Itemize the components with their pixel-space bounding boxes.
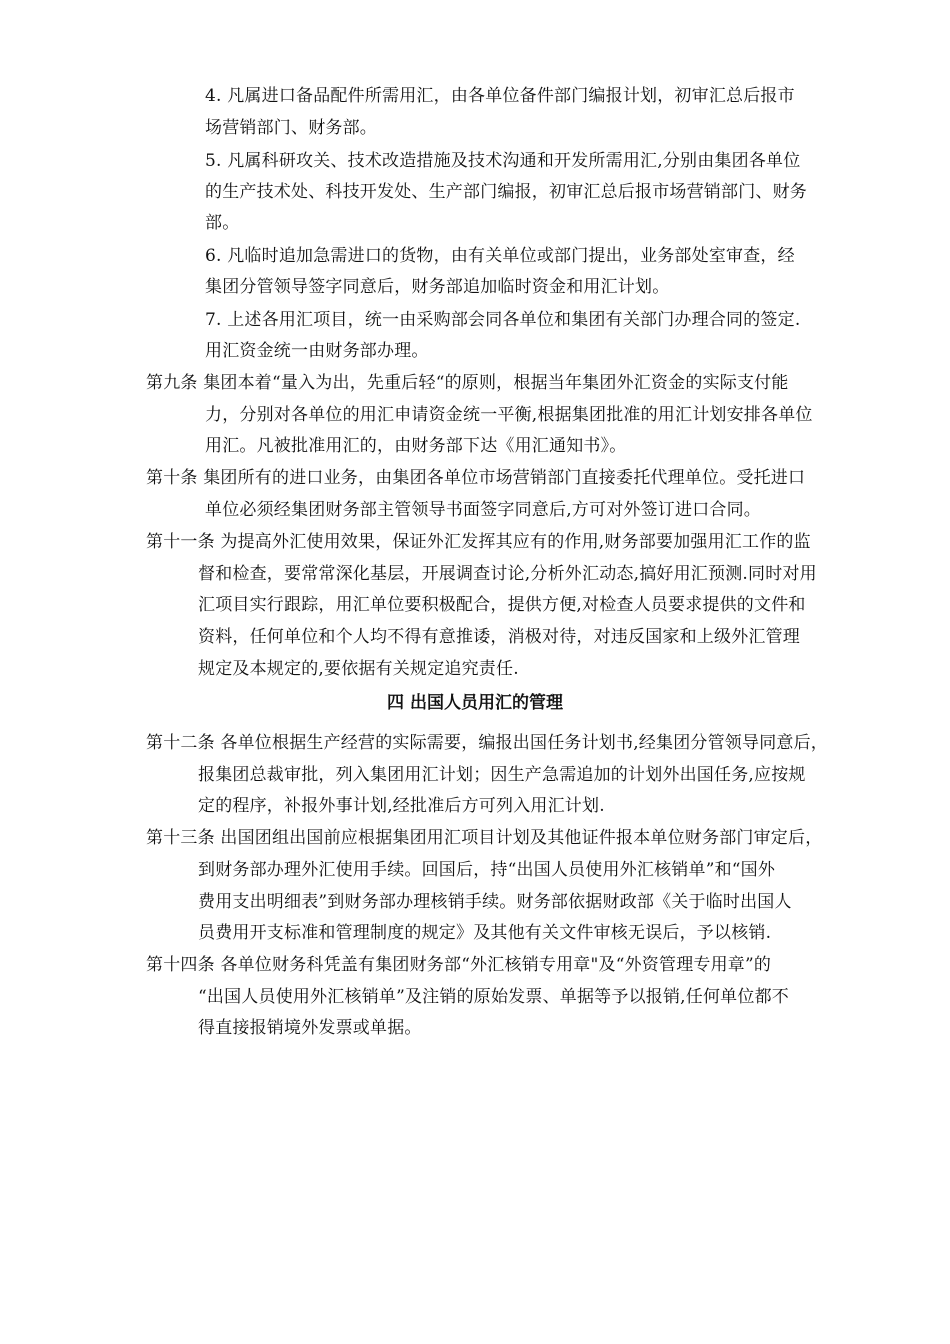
article-line: 第十四条 各单位财务科凭盖有集团财务部“外汇核销专用章"及“外资管理专用章”的	[146, 955, 772, 975]
text-line: 的生产技术处、科技开发处、生产部门编报，初审汇总后报市场营销部门、财务	[205, 182, 807, 202]
text-line: 员费用开支标准和管理制度的规定》及其他有关文件审核无误后，予以核销.	[198, 923, 772, 943]
text-line: 7. 上述各用汇项目，统一由采购部会同各单位和集团有关部门办理合同的签定.	[205, 310, 801, 330]
text-line: 费用支出明细表”到财务部办理核销手续。财务部依据财政部《关于临时出国人	[198, 892, 792, 912]
text-line: 定的程序，补报外事计划,经批准后方可列入用汇计划.	[198, 796, 605, 816]
text-line: 力，分别对各单位的用汇申请资金统一平衡,根据集团批准的用汇计划安排各单位	[205, 405, 813, 425]
section-heading: 四 出国人员用汇的管理	[387, 693, 563, 713]
article-line: 第十一条 为提高外汇使用效果，保证外汇发挥其应有的作用,财务部要加强用汇工作的监	[146, 532, 811, 552]
text-line: 用汇。凡被批准用汇的，由财务部下达《用汇通知书》。	[205, 436, 627, 456]
text-line: 得直接报销境外发票或单据。	[198, 1018, 422, 1038]
article-line: 第十二条 各单位根据生产经营的实际需要，编报出国任务计划书,经集团分管领导同意后，	[146, 733, 829, 753]
text-line: 用汇资金统一由财务部办理。	[205, 341, 429, 361]
article-line: 第九条 集团本着“量入为出，先重后轻“的原则，根据当年集团外汇资金的实际支付能	[146, 373, 789, 393]
text-line: 单位必须经集团财务部主管领导书面签字同意后,方可对外签订进口合同。	[205, 500, 762, 520]
text-line: 到财务部办理外汇使用手续。回国后，持“出国人员使用外汇核销单”和“国外	[198, 860, 776, 880]
article-line: 第十三条 出国团组出国前应根据集团用汇项目计划及其他证件报本单位财务部门审定后，	[146, 828, 823, 848]
text-line: 汇项目实行跟踪，用汇单位要积极配合，提供方便,对检查人员要求提供的文件和	[198, 595, 806, 615]
text-line: 集团分管领导签字同意后，财务部追加临时资金和用汇计划。	[205, 277, 670, 297]
text-line: 规定及本规定的,要依据有关规定追究责任.	[198, 659, 519, 679]
text-line: 场营销部门、财务部。	[205, 118, 377, 138]
text-line: 5. 凡属科研攻关、技术改造措施及技术沟通和开发所需用汇,分别由集团各单位	[205, 151, 801, 171]
text-line: 督和检查，要常常深化基层，开展调查讨论,分析外汇动态,搞好用汇预测.同时对用	[198, 564, 817, 584]
text-line: 6. 凡临时追加急需进口的货物，由有关单位或部门提出，业务部处室审查，经	[205, 246, 795, 266]
text-line: 4. 凡属进口备品配件所需用汇，由各单位备件部门编报计划，初审汇总后报市	[205, 86, 795, 106]
text-line: “出国人员使用外汇核销单”及注销的原始发票、单据等予以报销,任何单位都不	[198, 987, 789, 1007]
text-line: 资料，任何单位和个人均不得有意推诿，消极对待，对违反国家和上级外汇管理	[198, 627, 800, 647]
text-line: 报集团总裁审批，列入集团用汇计划；因生产急需追加的计划外出国任务,应按规	[198, 765, 806, 785]
article-line: 第十条 集团所有的进口业务，由集团各单位市场营销部门直接委托代理单位。受托进口	[146, 468, 806, 488]
text-line: 部。	[205, 213, 240, 233]
